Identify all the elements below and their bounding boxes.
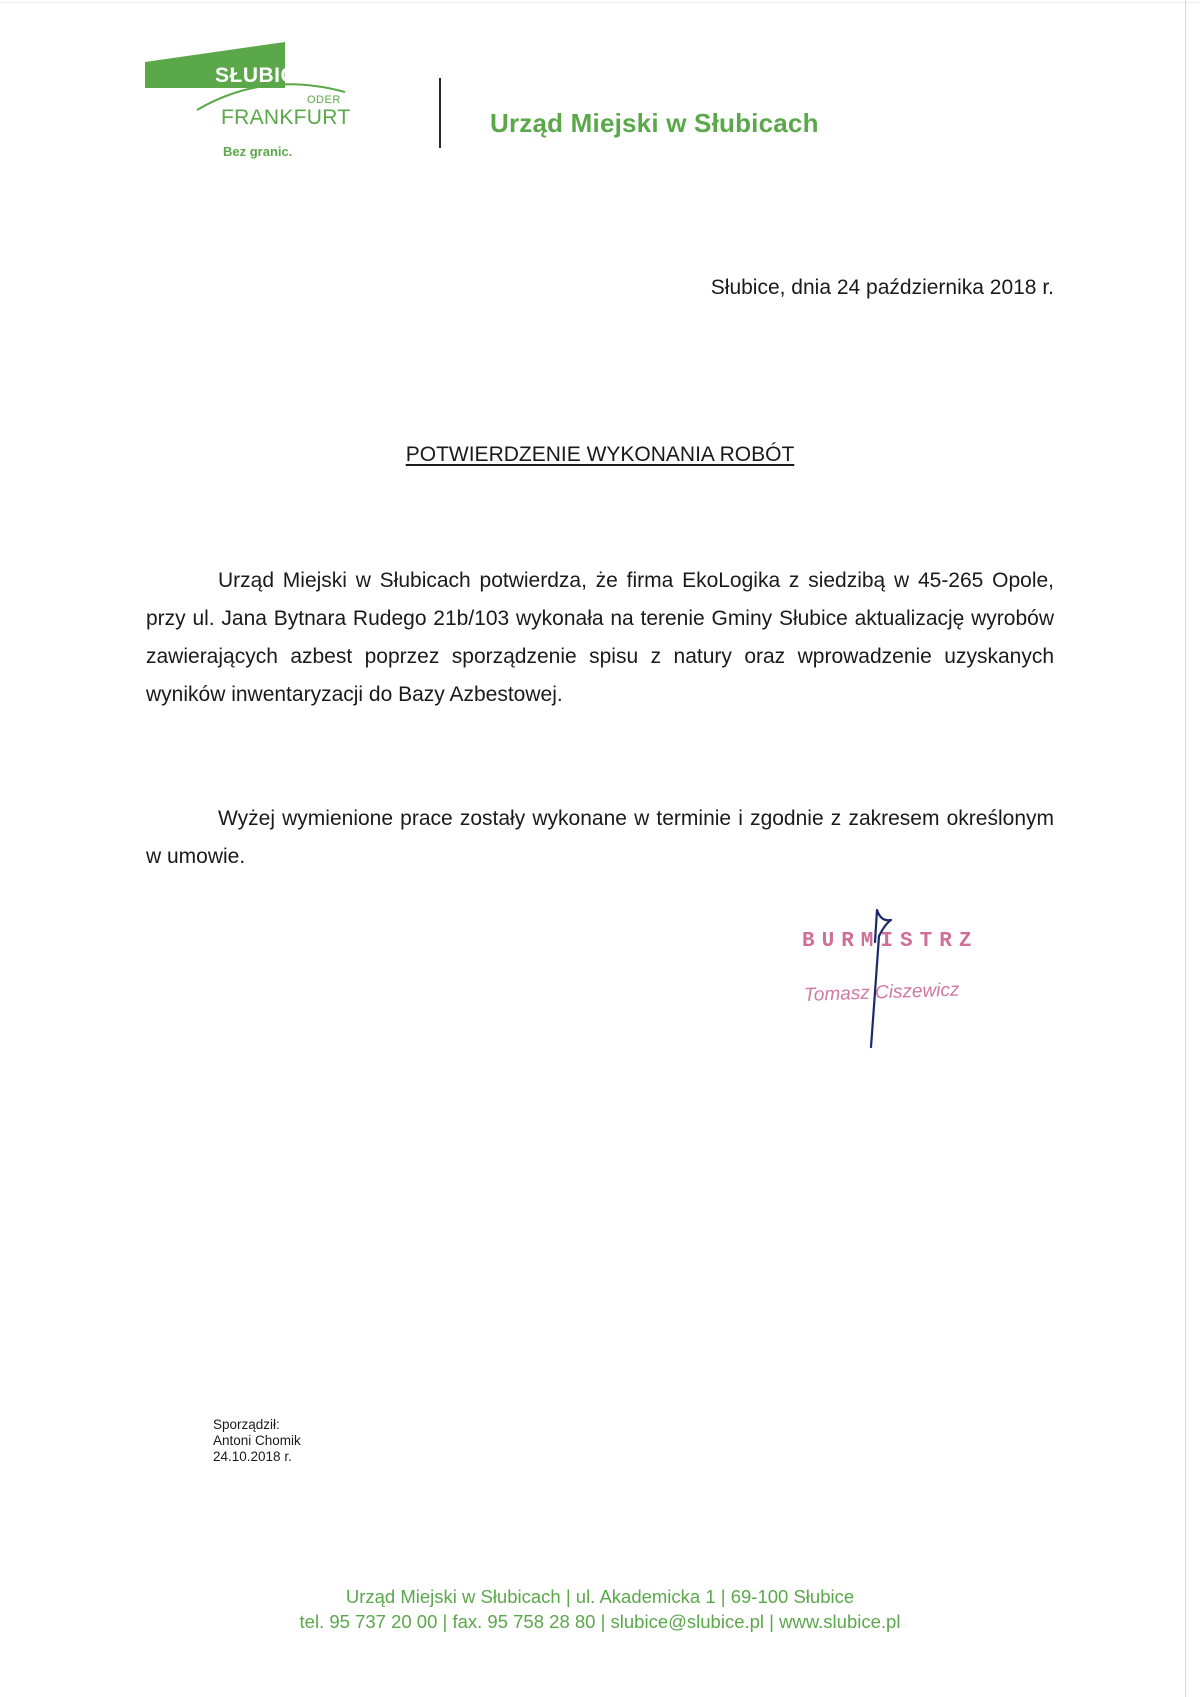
prepared-by-label: Sporządził: (213, 1417, 280, 1432)
logo-top-word: SŁUBICE (215, 64, 311, 87)
handwritten-signature (845, 902, 905, 1052)
prepared-by (213, 1417, 301, 1465)
page-right-edge (1185, 0, 1186, 1697)
footer-contact: tel. 95 737 20 00 | fax. 95 758 28 80 | slubice@slubice.pl | www.slubice.pl (299, 1611, 901, 1632)
header-divider (439, 78, 441, 148)
paragraph-scope (146, 800, 1054, 876)
logo-bottom-word: FRANKFURT (221, 106, 351, 129)
place-date: Słubice, dnia 24 października 2018 r. (710, 276, 1054, 299)
mayor-stamp (790, 900, 1030, 1050)
footer-address: Urząd Miejski w Słubicach | ul. Akademicka 1 | 69-100 Słubice (345, 1586, 855, 1607)
prepared-by-date: 24.10.2018 r. (213, 1449, 292, 1464)
logo-small-word: ODER (307, 94, 341, 106)
slubice-logo (145, 42, 385, 162)
paragraph-confirmation (146, 562, 1054, 714)
document-title: POTWIERDZENIE WYKONANIA ROBÓT (405, 443, 795, 466)
header-office-name: Urząd Miejski w Słubicach (490, 108, 819, 138)
stamp-name: Tomasz Ciszewicz (803, 979, 960, 1006)
page-top-edge (0, 2, 1200, 3)
logo-tagline: Bez granic. (223, 144, 293, 159)
footer (0, 1584, 1200, 1634)
stamp-title: BURMISTRZ (802, 930, 979, 953)
paragraph-scope-text: Wyżej wymienione prace zostały wykonane w terminie i zgodnie z zakresem określonym w umowie. (146, 807, 1054, 868)
paragraph-confirmation-text: Urząd Miejski w Słubicach potwierdza, że firma EkoLogika z siedzibą w 45-265 Opole, przy ul. Jana Bytnara Rudego 21b/103 wykonała na terenie Gminy Słubice aktualizację wyrobów zawierających azbest poprzez sporządzenie spisu z natury oraz wprowadzenie uzyskanych wyników inwentaryzacji do Bazy Azbestowej. (146, 569, 1054, 706)
prepared-by-name: Antoni Chomik (213, 1433, 301, 1448)
